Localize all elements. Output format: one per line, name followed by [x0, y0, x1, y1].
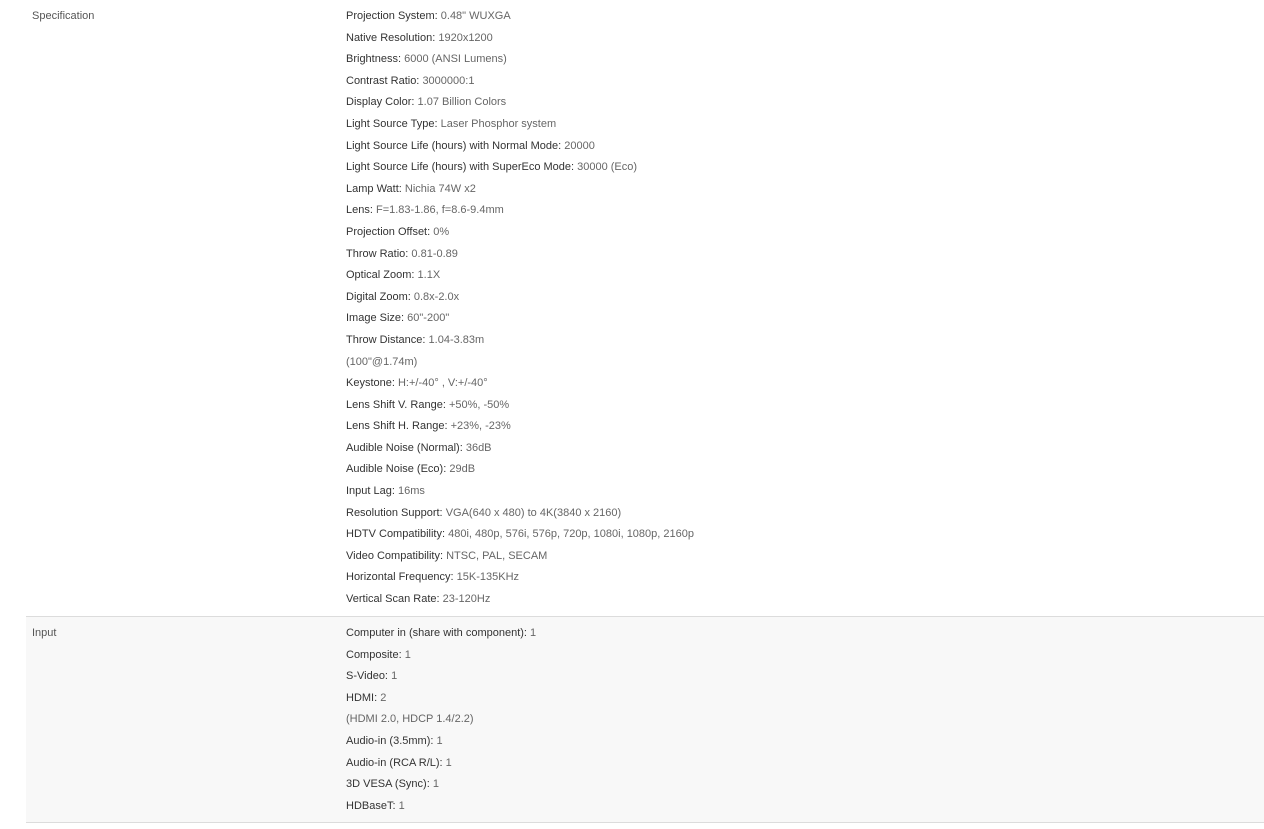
spec-value: 1	[436, 734, 443, 747]
spec-value: 60"-200"	[407, 312, 450, 325]
spec-row	[346, 308, 1264, 330]
spec-value: 0.48" WUXGA	[440, 10, 511, 22]
spec-row	[346, 731, 1264, 753]
spec-value: 1	[445, 756, 452, 769]
spec-row	[346, 265, 1264, 287]
spec-key: Light Source Life (hours) with Normal Mode:	[346, 139, 562, 152]
spec-value: Nichia 74W x2	[404, 182, 476, 195]
spec-value: 1.04-3.83m	[428, 333, 485, 346]
spec-row	[346, 179, 1264, 201]
spec-row	[346, 352, 1264, 374]
spec-key: S-Video:	[346, 670, 388, 683]
spec-value: 15K-135KHz	[456, 571, 520, 584]
spec-value: 480i, 480p, 576i, 576p, 720p, 1080i, 1080p, 2160p	[448, 528, 694, 541]
section-specification	[26, 0, 1264, 617]
spec-value: 2	[380, 691, 387, 704]
spec-key: Audio-in (RCA R/L):	[346, 756, 443, 769]
spec-value: 1	[391, 670, 398, 683]
section-label-input: Input	[32, 627, 57, 639]
spec-row	[346, 589, 1264, 611]
spec-value: 1	[432, 778, 439, 791]
spec-row	[346, 796, 1264, 818]
spec-row	[346, 666, 1264, 688]
spec-key: Lens Shift V. Range:	[346, 398, 446, 411]
spec-row	[346, 6, 1264, 28]
spec-key: Audio-in (3.5mm):	[346, 734, 434, 747]
spec-row	[346, 503, 1264, 525]
spec-key: Resolution Support:	[346, 506, 443, 519]
spec-key: Native Resolution:	[346, 31, 436, 44]
spec-value: (HDMI 2.0, HDCP 1.4/2.2)	[346, 713, 474, 726]
spec-key: Optical Zoom:	[346, 269, 415, 282]
spec-row	[346, 524, 1264, 546]
spec-row	[346, 92, 1264, 114]
spec-value: 16ms	[398, 485, 425, 498]
spec-value: 1920x1200	[438, 31, 493, 44]
spec-row	[346, 688, 1264, 710]
spec-key: Projection System:	[346, 10, 438, 22]
spec-value: 36dB	[465, 441, 492, 454]
spec-key: Lens:	[346, 204, 373, 217]
spec-row	[346, 222, 1264, 244]
spec-row	[346, 459, 1264, 481]
spec-value: 1.1X	[417, 269, 441, 282]
spec-value: 1	[530, 627, 537, 639]
spec-value: NTSC, PAL, SECAM	[446, 549, 548, 562]
spec-row	[346, 709, 1264, 731]
spec-key: Contrast Ratio:	[346, 74, 420, 87]
spec-value: 1	[398, 799, 405, 812]
spec-row	[346, 28, 1264, 50]
spec-key: Digital Zoom:	[346, 290, 411, 303]
input-rows	[340, 623, 1264, 822]
spec-rows	[340, 6, 1264, 616]
spec-row	[346, 623, 1264, 645]
spec-row	[346, 373, 1264, 395]
spec-row	[346, 136, 1264, 158]
spec-key: Keystone:	[346, 377, 395, 390]
spec-row	[346, 753, 1264, 775]
spec-row	[346, 287, 1264, 309]
spec-key: HDTV Compatibility:	[346, 528, 446, 541]
spec-value: Laser Phosphor system	[440, 117, 557, 130]
spec-value: 23-120Hz	[442, 593, 491, 606]
section-input	[26, 617, 1264, 823]
spec-value: 0.81-0.89	[411, 247, 458, 260]
spec-row	[346, 49, 1264, 71]
spec-value: 1	[404, 648, 411, 661]
spec-row	[346, 157, 1264, 179]
spec-key: Lens Shift H. Range:	[346, 420, 448, 433]
spec-value: H:+/-40° , V:+/-40°	[397, 377, 488, 390]
spec-row	[346, 481, 1264, 503]
spec-key: Light Source Life (hours) with SuperEco Mode:	[346, 161, 575, 174]
spec-key: 3D VESA (Sync):	[346, 778, 430, 791]
spec-row	[346, 546, 1264, 568]
spec-value: 29dB	[449, 463, 476, 476]
spec-value: (100"@1.74m)	[346, 355, 418, 368]
spec-row	[346, 416, 1264, 438]
spec-value: 1.07 Billion Colors	[417, 96, 507, 109]
spec-table	[26, 0, 1264, 823]
spec-key: Image Size:	[346, 312, 405, 325]
spec-value: VGA(640 x 480) to 4K(3840 x 2160)	[445, 506, 622, 519]
spec-value: 0%	[433, 225, 450, 238]
spec-key: Throw Ratio:	[346, 247, 409, 260]
spec-key: Computer in (share with component):	[346, 627, 527, 639]
spec-row	[346, 114, 1264, 136]
spec-key: Audible Noise (Eco):	[346, 463, 447, 476]
spec-key: Video Compatibility:	[346, 549, 444, 562]
spec-row	[346, 200, 1264, 222]
spec-value: 30000 (Eco)	[577, 161, 638, 174]
spec-key: Brightness:	[346, 53, 402, 66]
spec-value: 20000	[564, 139, 595, 152]
section-label-specification: Specification	[32, 10, 95, 22]
spec-row	[346, 567, 1264, 589]
spec-row	[346, 395, 1264, 417]
spec-row	[346, 774, 1264, 796]
spec-value: 6000 (ANSI Lumens)	[404, 53, 507, 66]
spec-value: F=1.83-1.86, f=8.6-9.4mm	[375, 204, 504, 217]
spec-key: Projection Offset:	[346, 225, 431, 238]
spec-key: Display Color:	[346, 96, 415, 109]
spec-value: +50%, -50%	[448, 398, 510, 411]
spec-value: 0.8x-2.0x	[413, 290, 460, 303]
spec-value: +23%, -23%	[450, 420, 511, 433]
spec-key: HDMI:	[346, 691, 378, 704]
spec-key: Lamp Watt:	[346, 182, 402, 195]
spec-key: Throw Distance:	[346, 333, 426, 346]
spec-row	[346, 244, 1264, 266]
spec-key: Composite:	[346, 648, 402, 661]
spec-key: Vertical Scan Rate:	[346, 593, 440, 606]
spec-row	[346, 71, 1264, 93]
spec-key: Horizontal Frequency:	[346, 571, 454, 584]
spec-key: HDBaseT:	[346, 799, 396, 812]
spec-key: Input Lag:	[346, 485, 395, 498]
spec-row	[346, 330, 1264, 352]
spec-key: Audible Noise (Normal):	[346, 441, 463, 454]
spec-row	[346, 645, 1264, 667]
spec-row	[346, 438, 1264, 460]
spec-key: Light Source Type:	[346, 117, 438, 130]
spec-value: 3000000:1	[422, 74, 475, 87]
